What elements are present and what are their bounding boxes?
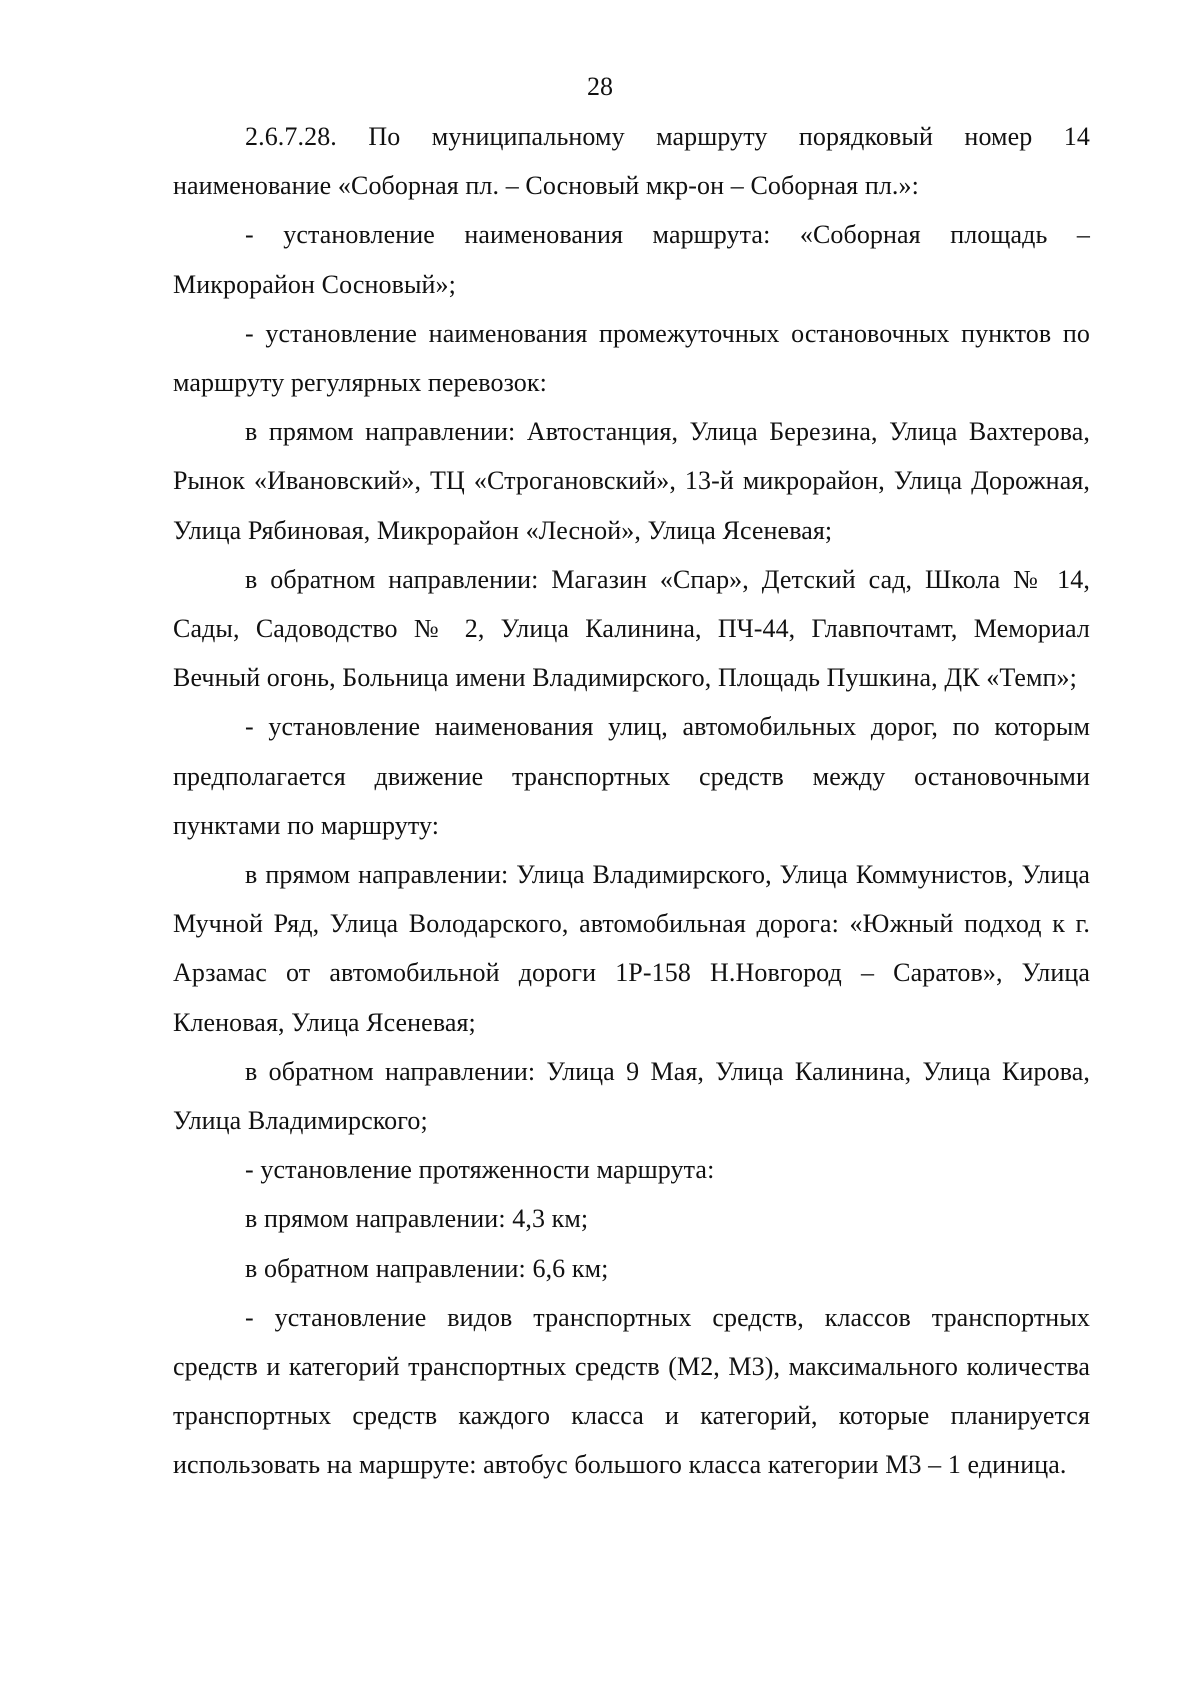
paragraph-length-reverse: в обратном направлении: 6,6 км; xyxy=(245,1253,609,1283)
paragraph-stops-intro: - установление наименования промежуточных остановочных пунктов по маршруту регулярных перевозок: xyxy=(173,318,1090,398)
paragraph-route-heading: 2.6.7.28. По муниципальному маршруту порядковый номер 14 наименование «Соборная пл. – Сосновый мкр-он – Соборная пл.»: xyxy=(173,122,1090,201)
page-number: 28 xyxy=(587,72,613,101)
paragraph-vehicles: - установление видов транспортных средств, классов транспортных средств и категорий транспортных средств (М2, М3), максимального количества транспортных средств каждого класса и категорий, которые планируется использовать на маршруте: автобус большого класса категории М3 – 1 единица. xyxy=(173,1302,1090,1480)
paragraph-streets-reverse: в обратном направлении: Улица 9 Мая, Улица Калинина, Улица Кирова, Улица Владимирского; xyxy=(173,1056,1090,1136)
paragraph-streets-forward: в прямом направлении: Улица Владимирского, Улица Коммунистов, Улица Мучной Ряд, Улица Володарского, автомобильная дорога: «Южный подход к г. Арзамас от автомобильной дороги 1Р-158 Н.Новгород – Саратов», Улица Кленовая, Улица Ясеневая; xyxy=(173,860,1090,1037)
paragraph-streets-intro: - установление наименования улиц, автомобильных дорог, по которым предполагается движение транспортных средств между остановочными пунктами по маршруту: xyxy=(173,712,1090,840)
paragraph-length-intro: - установление протяженности маршрута: xyxy=(245,1155,715,1185)
paragraph-route-name: - установление наименования маршрута: «Соборная площадь – Микрорайон Сосновый»; xyxy=(173,220,1090,299)
paragraph-stops-forward: в прямом направлении: Автостанция, Улица Березина, Улица Вахтерова, Рынок «Ивановский», ТЦ «Строгановский», 13-й микрорайон, Улица Дорожная, Улица Рябиновая, Микрорайон «Лесной», Улица Ясеневая; xyxy=(173,417,1090,545)
paragraph-length-forward: в прямом направлении: 4,3 км; xyxy=(245,1204,589,1234)
paragraph-stops-reverse: в обратном направлении: Магазин «Спар», Детский сад, Школа № 14, Сады, Садоводство № 2, Улица Калинина, ПЧ-44, Главпочтамт, Мемориал Вечный огонь, Больница имени Владимирского, Площадь Пушкина, ДК «Темп»; xyxy=(173,564,1090,693)
document-body xyxy=(173,112,1090,1490)
